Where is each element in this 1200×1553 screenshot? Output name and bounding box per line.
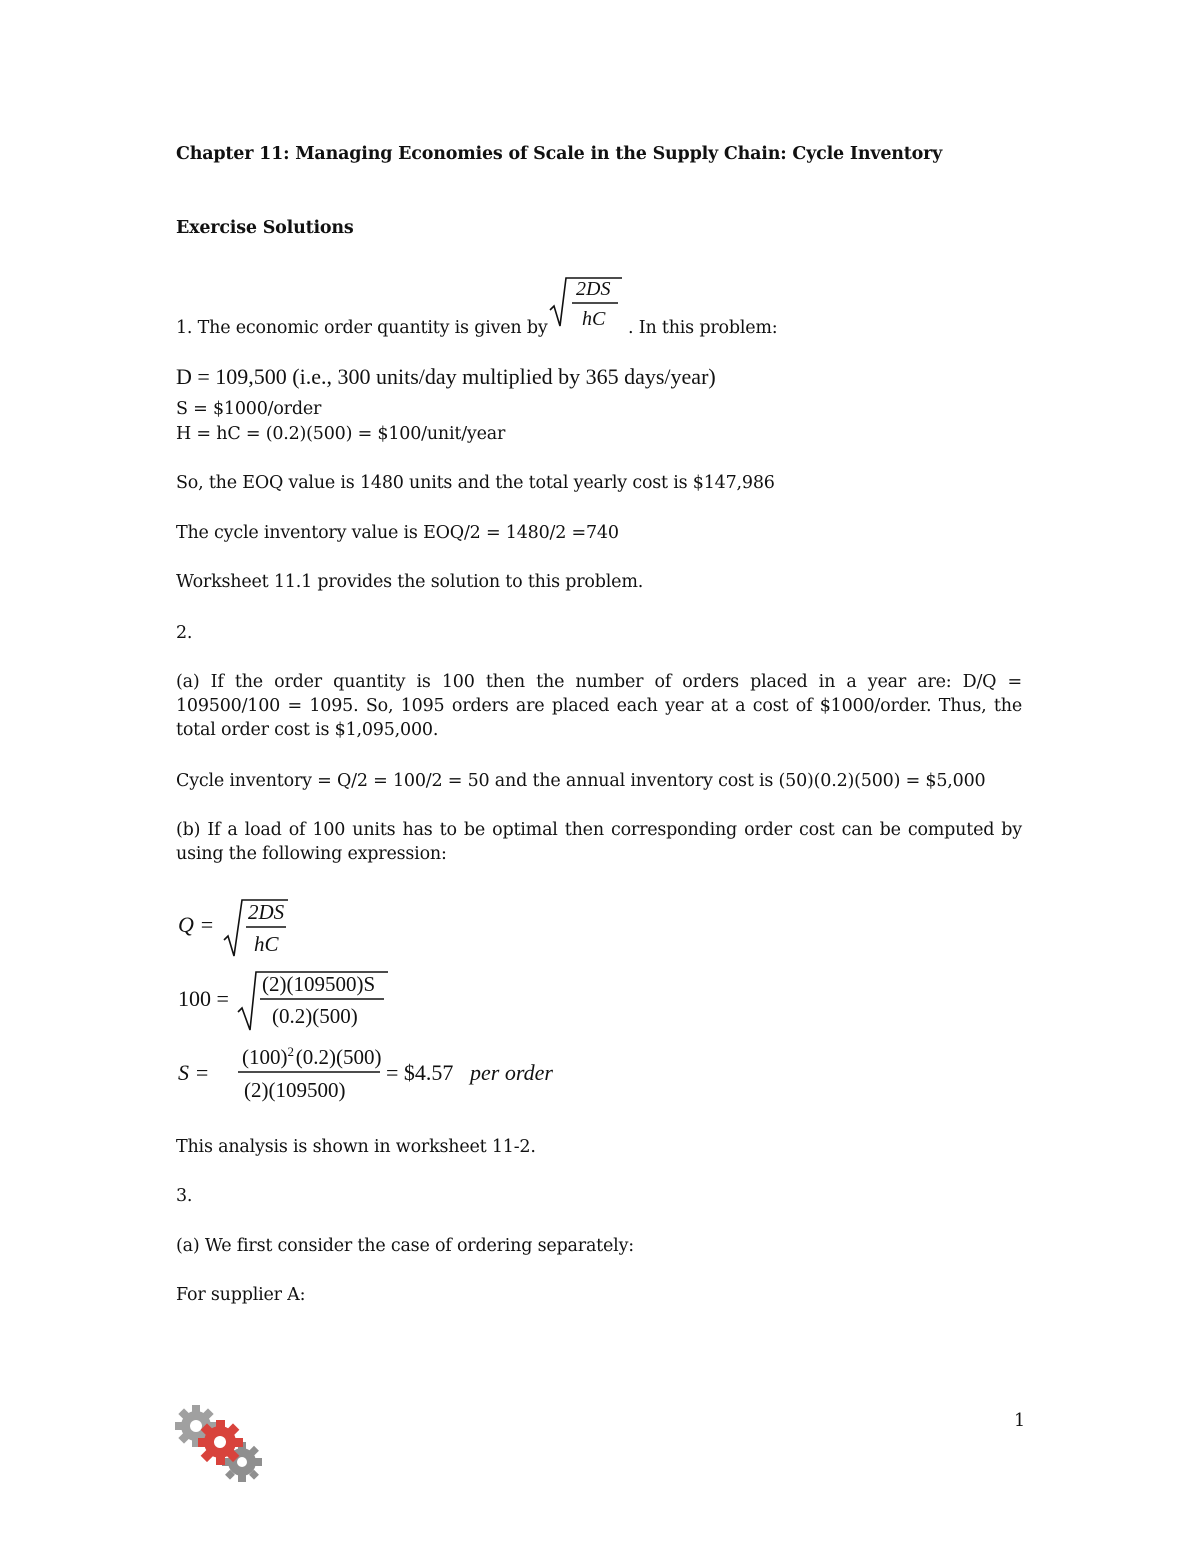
eq2-lhs: 100 = bbox=[178, 986, 229, 1011]
page-title: Chapter 11: Managing Economies of Scale in the Supply Chain: Cycle Inventory bbox=[176, 144, 943, 164]
equation-100 bbox=[176, 966, 406, 1036]
eq2-num: (2)(109500)S bbox=[262, 972, 376, 996]
eq1-den: hC bbox=[254, 932, 279, 956]
eq3-den: (2)(109500) bbox=[244, 1078, 346, 1102]
eq2-den: (0.2)(500) bbox=[272, 1004, 358, 1028]
order-cost-line: S = $1000/order bbox=[176, 399, 322, 419]
eoq-result-line: So, the EOQ value is 1480 units and the total yearly cost is $147,986 bbox=[176, 473, 775, 493]
eq3-lhs: S = bbox=[178, 1060, 210, 1085]
eq3-rhs-unit: per order bbox=[470, 1060, 553, 1085]
p1-intro: 1. The economic order quantity is given by bbox=[176, 318, 548, 338]
sqrt-sign-icon bbox=[176, 892, 306, 962]
eoq-formula bbox=[548, 270, 628, 336]
q2a-paragraph: (a) If the order quantity is 100 then the number of orders placed in a year are: D/Q = 109500/100 = 1095. So, 1095 orders are placed each year at a cost of $1000/order. Thus, the total order cost is $1,095,000. bbox=[176, 672, 1022, 740]
eoq-formula-den: hC bbox=[582, 308, 606, 330]
demand-line: D = 109,500 (i.e., 300 units/day multiplied by 365 days/year) bbox=[176, 364, 716, 389]
eoq-formula-num: 2DS bbox=[576, 278, 611, 300]
eq3-num-exp: 2 bbox=[287, 1044, 294, 1059]
holding-cost-line: H = hC = (0.2)(500) = $100/unit/year bbox=[176, 424, 506, 444]
eq3-num-b: (0.2)(500) bbox=[295, 1045, 382, 1069]
page-number: 1 bbox=[1014, 1411, 1025, 1431]
section-subtitle: Exercise Solutions bbox=[176, 218, 354, 238]
eq1-lhs: Q = bbox=[178, 912, 215, 937]
q2-label: 2. bbox=[176, 623, 193, 643]
cycle-inventory-line: The cycle inventory value is EOQ/2 = 1480/2 =740 bbox=[176, 523, 619, 543]
q3a-line: (a) We first consider the case of ordering separately: bbox=[176, 1236, 634, 1256]
q2b-paragraph: (b) If a load of 100 units has to be optimal then corresponding order cost can be computed by using the following expression: bbox=[176, 820, 1022, 864]
eq1-num: 2DS bbox=[248, 900, 285, 924]
gears-logo-icon bbox=[172, 1402, 264, 1486]
equation-s bbox=[176, 1042, 576, 1108]
eq3-num-a: (100) bbox=[242, 1045, 288, 1069]
p1-after: . In this problem: bbox=[628, 318, 778, 338]
q3-label: 3. bbox=[176, 1186, 193, 1206]
worksheet-line: Worksheet 11.1 provides the solution to this problem. bbox=[176, 572, 644, 592]
q2a-cycle-line: Cycle inventory = Q/2 = 100/2 = 50 and the annual inventory cost is (50)(0.2)(500) = $5,000 bbox=[176, 771, 986, 791]
equation-q bbox=[176, 892, 306, 962]
eq3-rhs-value: = $4.57 bbox=[386, 1060, 454, 1085]
supplier-line: For supplier A: bbox=[176, 1285, 306, 1305]
analysis-line: This analysis is shown in worksheet 11-2. bbox=[176, 1137, 536, 1157]
